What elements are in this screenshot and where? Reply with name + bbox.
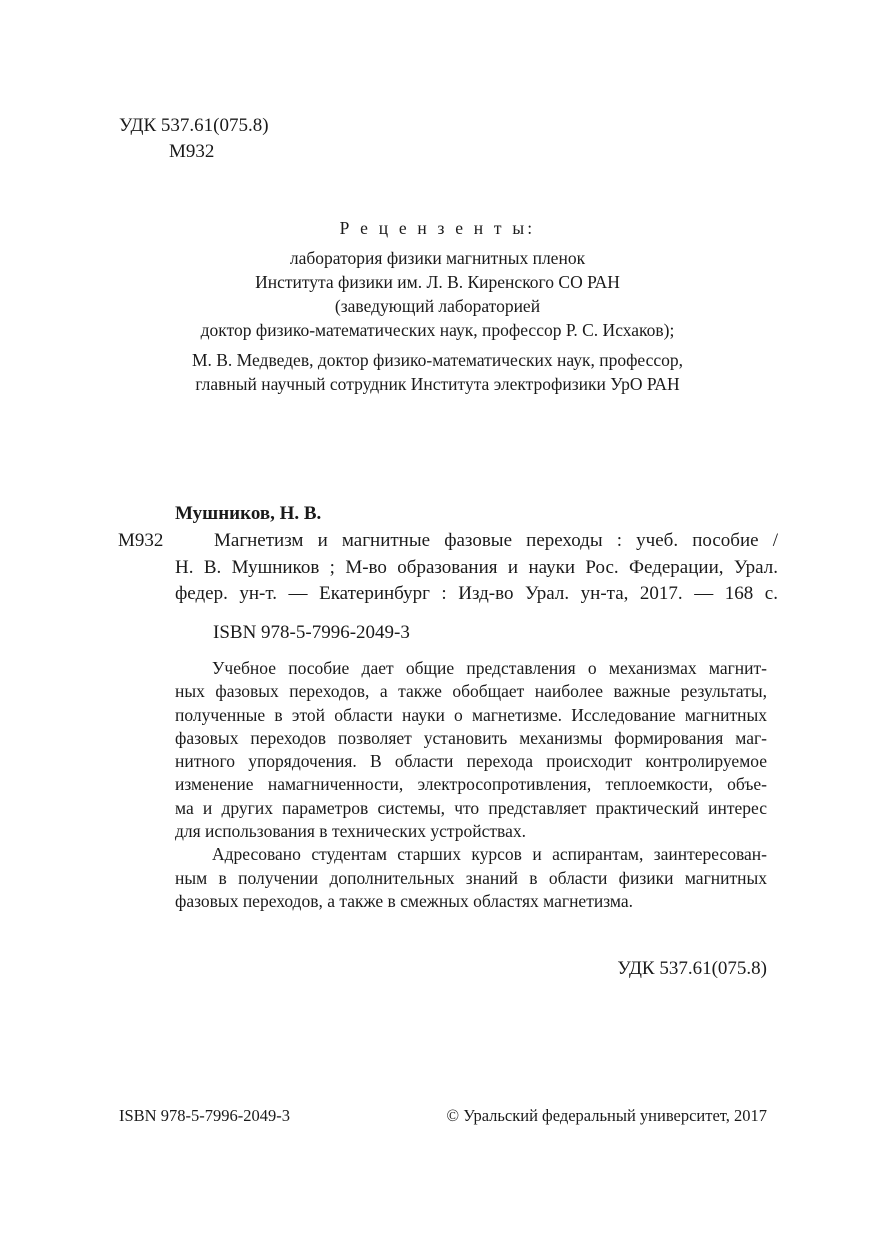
- abstract: [175, 657, 767, 913]
- footer-copyright: © Уральский федеральный университет, 2017: [446, 1106, 767, 1125]
- reviewer-line: Института физики им. Л. В. Киренского СО РАН: [255, 272, 620, 292]
- abstract-line: фазовых переходов, а также в смежных областях магнетизма.: [175, 890, 633, 911]
- record-line: федер. ун-т. — Екатеринбург : Изд-во Урал. ун-та, 2017. — 168 с.: [175, 583, 778, 604]
- abstract-line: нитного упорядочения. В области перехода происходит контролируемое: [175, 751, 767, 772]
- record-mark: М932: [118, 530, 164, 551]
- abstract-line: изменение намагниченности, электросопротивления, теплоемкости, объе-: [175, 774, 767, 795]
- bibliographic-record: [118, 528, 778, 608]
- author-mark-code: М932: [169, 141, 215, 162]
- reviewer-line: М. В. Медведев, доктор физико-математических наук, профессор,: [191, 350, 684, 370]
- abstract-line: полученные в этой области науки о магнетизме. Исследование магнитных: [175, 704, 767, 725]
- record-isbn: ISBN 978-5-7996-2049-3: [213, 622, 410, 643]
- reviewer-line: (заведующий лабораторией: [334, 296, 541, 316]
- abstract-line: ным в получении дополнительных знаний в области физики магнитных: [175, 867, 767, 888]
- reviewer-line: главный научный сотрудник Института электрофизики УрО РАН: [195, 374, 680, 394]
- abstract-line: ных фазовых переходов, а также обобщает наиболее важные результаты,: [175, 681, 767, 702]
- record-author: Мушников, Н. В.: [175, 503, 322, 524]
- record-line: Н. В. Мушников ; М-во образования и науки Рос. Федерации, Урал.: [175, 556, 778, 578]
- udk-code-right: УДК 537.61(075.8): [617, 958, 767, 979]
- abstract-line: для использования в технических устройствах.: [175, 821, 526, 842]
- record-line: Магнетизм и магнитные фазовые переходы : учеб. пособие /: [214, 530, 778, 551]
- reviewer-line: лаборатория физики магнитных пленок: [289, 248, 586, 268]
- udk-code: УДК 537.61(075.8): [119, 115, 269, 136]
- abstract-line: Учебное пособие дает общие представления о механизмах магнит-: [212, 658, 767, 678]
- abstract-line: ма и других параметров системы, что представляет практический интерес: [175, 797, 767, 818]
- abstract-line: Адресовано студентам старших курсов и аспирантам, заинтересован-: [212, 844, 767, 865]
- footer-isbn: ISBN 978-5-7996-2049-3: [119, 1106, 290, 1125]
- reviewers-block: [120, 216, 755, 396]
- abstract-line: фазовых переходов позволяет установить механизмы формирования маг-: [175, 727, 767, 748]
- reviewers-heading: Р е ц е н з е н т ы:: [339, 218, 536, 238]
- udk-block: [119, 113, 269, 165]
- reviewer-line: доктор физико-математических наук, профессор Р. С. Исхаков);: [200, 320, 675, 340]
